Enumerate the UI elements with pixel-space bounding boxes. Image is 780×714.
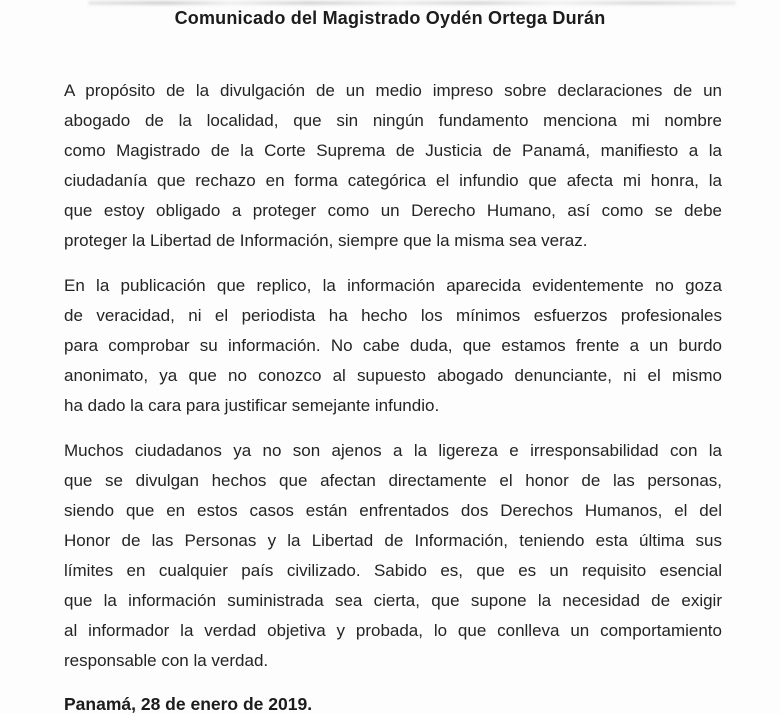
dateline: Panamá, 28 de enero de 2019. [64,694,313,714]
text-line: abogado de la localidad, que sin ningún fundamento menciona mi nombre [64,111,722,130]
text-line: que la información suministrada sea cierta, que supone la necesidad de exigir [64,591,722,610]
text-line: para comprobar su información. No cabe duda, que estamos frente a un burdo [64,336,722,355]
text-line: A propósito de la divulgación de un medio impreso sobre declaraciones de un [64,81,722,100]
paragraph [64,76,722,256]
text-line: como Magistrado de la Corte Suprema de Justicia de Panamá, manifiesto a la [64,141,722,160]
text-line: siendo que en estos casos están enfrentados dos Derechos Humanos, el del [64,501,722,520]
text-line: que estoy obligado a proteger como un Derecho Humano, así como se debe [64,201,722,220]
text-line: ha dado la cara para justificar semejante infundio. [64,396,440,415]
text-line: En la publicación que replico, la información aparecida evidentemente no goza [64,276,722,295]
text-line: anonimato, ya que no conozco al supuesto abogado denunciante, ni el mismo [64,366,722,385]
text-line: límites en cualquier país civilizado. Sabido es, que es un requisito esencial [64,561,722,580]
text-line: al informador la verdad objetiva y probada, lo que conlleva un comportamiento [64,621,722,640]
text-line: ciudadanía que rechazo en forma categórica el infundio que afecta mi honra, la [64,171,722,190]
cropped-previous-line-artifact [88,1,736,5]
text-line: responsable con la verdad. [64,651,269,670]
text-line: proteger la Libertad de Información, siempre que la misma sea veraz. [64,231,588,250]
text-line: Muchos ciudadanos ya no son ajenos a la ligereza e irresponsabilidad con la [64,441,722,460]
text-line: Honor de las Personas y la Libertad de Información, teniendo esta última sus [64,531,722,550]
paragraph [64,436,722,676]
text-line: que se divulgan hechos que afectan directamente el honor de las personas, [64,471,722,490]
document-body [0,76,780,676]
paragraph [64,271,722,421]
text-line: de veracidad, ni el periodista ha hecho los mínimos esfuerzos profesionales [64,306,722,325]
page-title: Comunicado del Magistrado Oydén Ortega Durán [174,8,606,28]
